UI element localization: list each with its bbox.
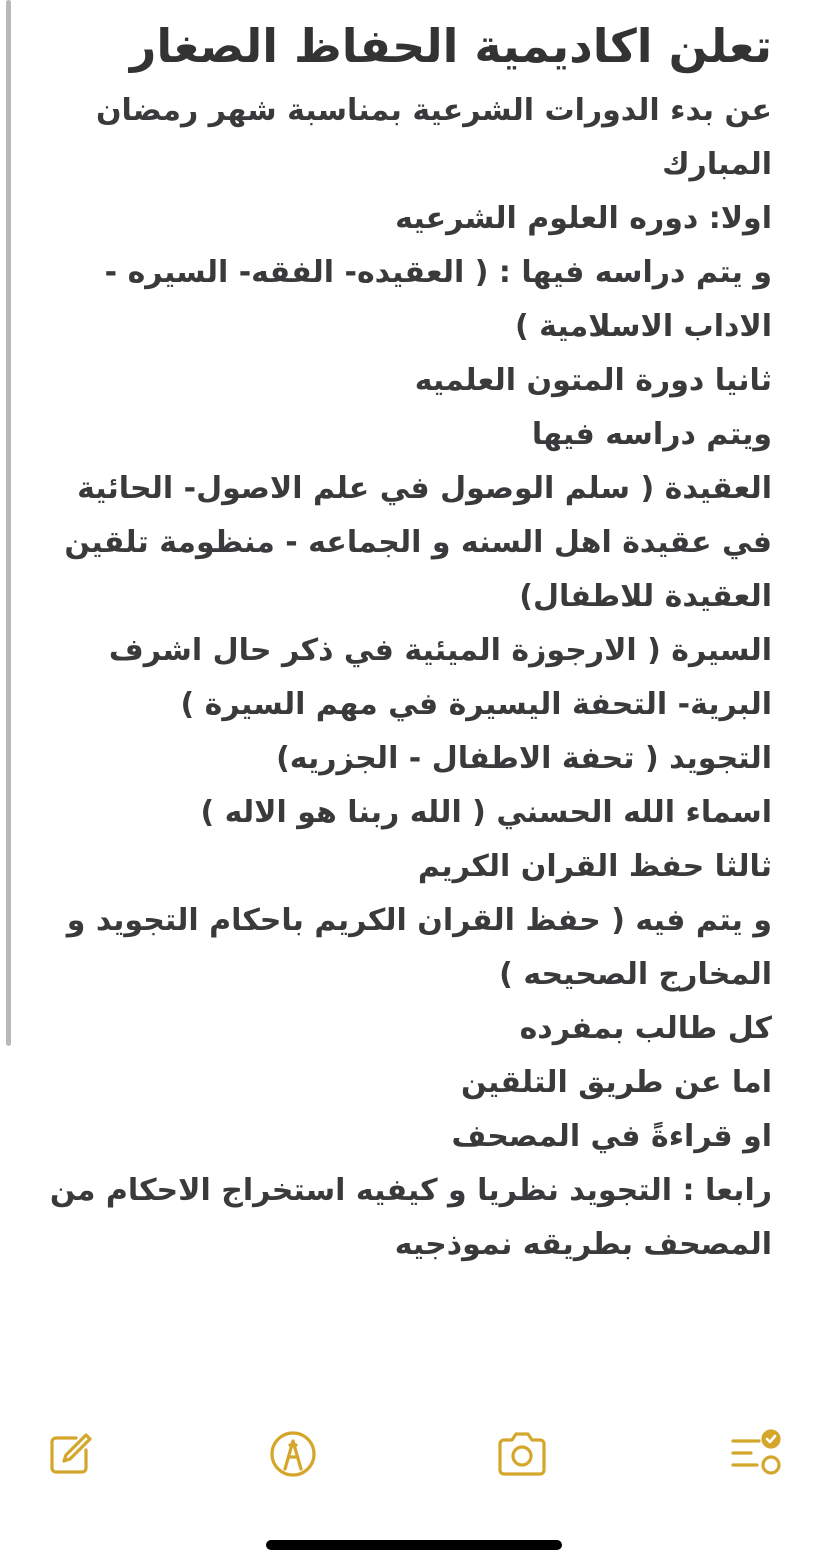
- scroll-indicator[interactable]: [6, 0, 11, 1046]
- camera-button[interactable]: [496, 1428, 548, 1480]
- note-line: رابعا : التجويد نظريا و كيفيه استخراج الاحكام من المصحف بطريقه نموذجيه: [49, 1173, 772, 1262]
- note-line: التجويد ( تحفة الاطفال - الجزريه): [276, 741, 772, 776]
- markup-button[interactable]: [267, 1428, 319, 1480]
- note-title: تعلن اكاديمية الحفاظ الصغار: [129, 19, 772, 73]
- compose-icon: [46, 1430, 94, 1478]
- note-line: ويتم دراسه فيها: [531, 417, 772, 452]
- note-line: العقيدة ( سلم الوصول في علم الاصول- الحائية في عقيدة اهل السنه و الجماعه - منظومة تلقين العقيدة للاطفال): [64, 471, 772, 614]
- note-line: او قراءةً في المصحف: [451, 1119, 772, 1154]
- note-line: كل طالب بمفرده: [519, 1011, 772, 1046]
- compose-button[interactable]: [44, 1428, 96, 1480]
- checklist-icon: [729, 1429, 783, 1479]
- note-line: ثالثا حفظ القران الكريم: [417, 849, 772, 884]
- note-line: اولا: دوره العلوم الشرعيه: [395, 201, 772, 236]
- home-indicator[interactable]: [266, 1540, 562, 1550]
- note-body[interactable]: [42, 10, 772, 1272]
- note-line: عن بدء الدورات الشرعية بمناسبة شهر رمضان المبارك: [95, 93, 772, 182]
- note-line: ثانيا دورة المتون العلميه: [414, 363, 772, 398]
- checklist-button[interactable]: [730, 1428, 782, 1480]
- note-line: اسماء الله الحسني ( الله ربنا هو الاله ): [200, 795, 772, 830]
- note-line: اما عن طريق التلقين: [460, 1065, 772, 1100]
- note-line: السيرة ( الارجوزة الميئية في ذكر حال اشرف البرية- التحفة اليسيرة في مهم السيرة ): [108, 633, 772, 722]
- note-line: و يتم فيه ( حفظ القران الكريم باحكام التجويد و المخارج الصحيحه ): [66, 903, 772, 992]
- bottom-toolbar: [0, 1420, 828, 1490]
- markup-icon: [268, 1429, 318, 1479]
- camera-icon: [494, 1430, 550, 1478]
- note-line: و يتم دراسه فيها : ( العقيده- الفقه- السيره - الاداب الاسلامية ): [104, 255, 772, 344]
